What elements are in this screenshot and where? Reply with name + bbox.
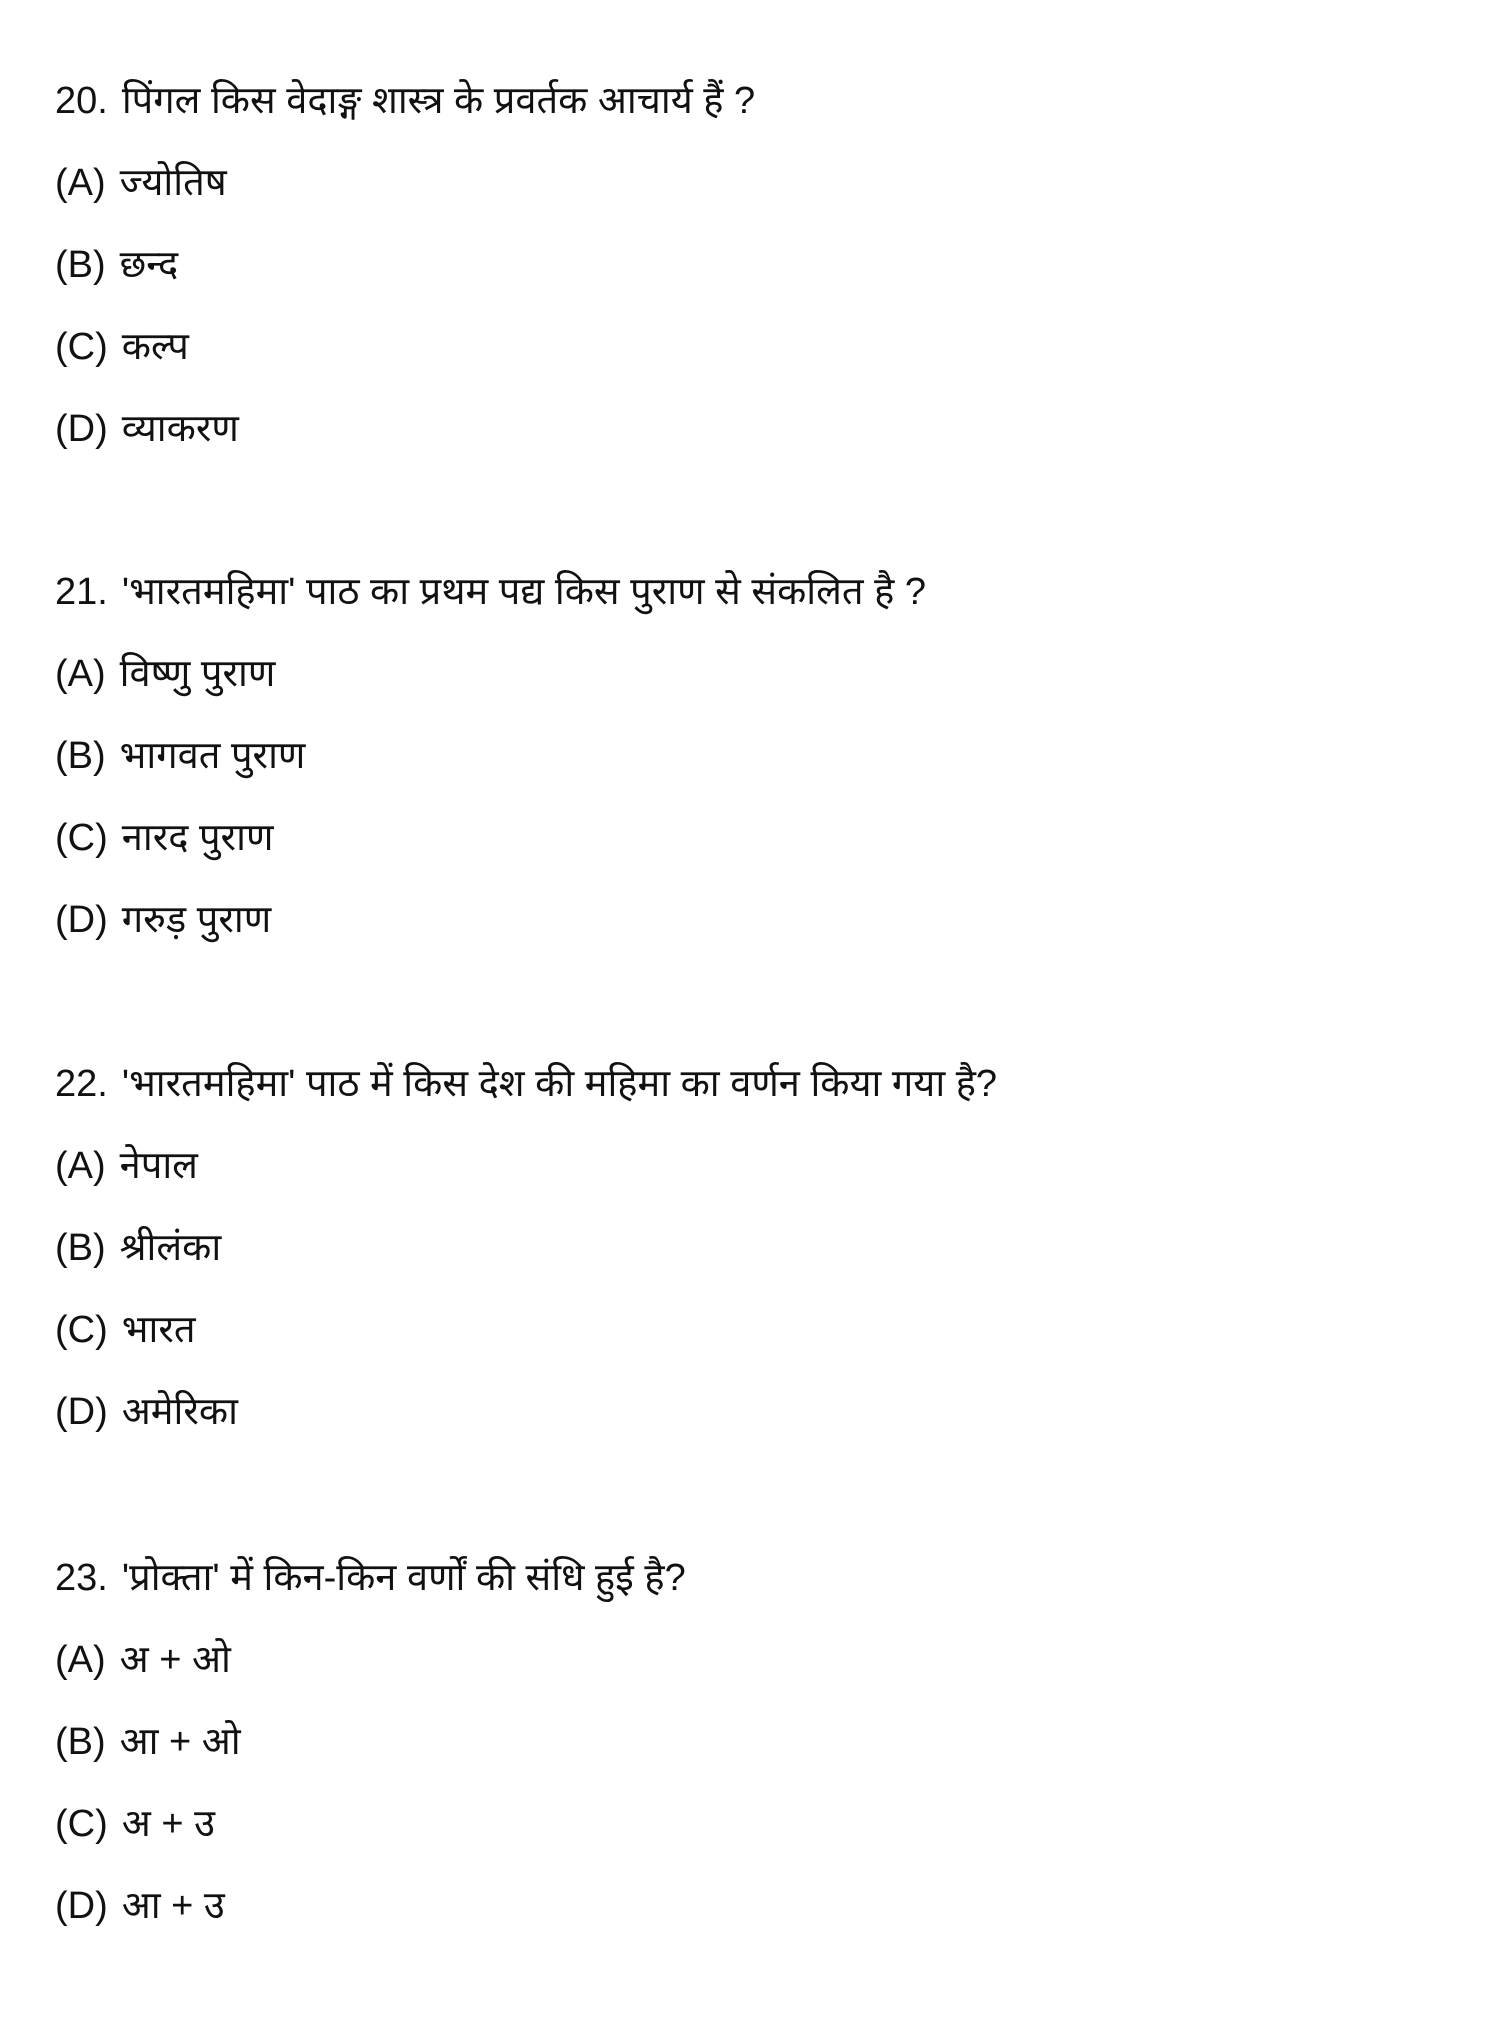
- option-text: अ + ओ: [119, 1639, 231, 1681]
- question-number: 21.: [55, 571, 108, 613]
- question-stem: 'भारतमहिमा' पाठ में किस देश की महिमा का वर्णन किया गया है?: [121, 1063, 998, 1105]
- option-label: (B): [55, 244, 106, 286]
- option-a: [55, 142, 755, 224]
- option-label: (D): [55, 408, 108, 450]
- question-stem: 'भारतमहिमा' पाठ का प्रथम पद्य किस पुराण से संकलित है ?: [121, 571, 926, 613]
- option-label: (D): [55, 1391, 108, 1433]
- option-label: (B): [55, 1721, 106, 1763]
- option-text: अ + उ: [121, 1803, 215, 1845]
- option-d: [55, 879, 926, 961]
- option-label: (B): [55, 735, 106, 777]
- option-c: [55, 306, 755, 388]
- option-b: [55, 1701, 686, 1783]
- question-number: 22.: [55, 1063, 108, 1105]
- option-text: व्याकरण: [121, 408, 239, 450]
- option-text: आ + ओ: [119, 1721, 241, 1763]
- option-c: [55, 797, 926, 879]
- option-text: छन्द: [119, 244, 179, 286]
- option-label: (A): [55, 653, 106, 695]
- option-a: [55, 1619, 686, 1701]
- question-23: [55, 1537, 686, 1947]
- option-a: [55, 633, 926, 715]
- question-stem: पिंगल किस वेदाङ्ग शास्त्र के प्रवर्तक आचार्य हैं ?: [121, 80, 756, 122]
- option-label: (A): [55, 1145, 106, 1187]
- option-label: (B): [55, 1227, 106, 1269]
- question-text: [55, 1537, 686, 1619]
- option-c: [55, 1783, 686, 1865]
- option-d: [55, 388, 755, 470]
- option-text: ज्योतिष: [119, 162, 227, 204]
- option-text: भागवत पुराण: [119, 735, 306, 777]
- question-20: [55, 60, 755, 470]
- option-d: [55, 1865, 686, 1947]
- option-b: [55, 1207, 997, 1289]
- option-text: श्रीलंका: [119, 1227, 222, 1269]
- option-text: कल्प: [121, 326, 189, 368]
- option-text: आ + उ: [121, 1885, 225, 1927]
- option-label: (C): [55, 1803, 108, 1845]
- question-22: [55, 1043, 997, 1453]
- question-number: 20.: [55, 80, 108, 122]
- option-a: [55, 1125, 997, 1207]
- option-text: विष्णु पुराण: [119, 653, 276, 695]
- option-label: (D): [55, 899, 108, 941]
- option-text: नारद पुराण: [121, 817, 274, 859]
- question-21: [55, 551, 926, 961]
- option-label: (D): [55, 1885, 108, 1927]
- option-text: गरुड़ पुराण: [121, 899, 272, 941]
- option-c: [55, 1289, 997, 1371]
- option-b: [55, 224, 755, 306]
- question-text: [55, 1043, 997, 1125]
- option-label: (C): [55, 326, 108, 368]
- question-text: [55, 551, 926, 633]
- question-text: [55, 60, 755, 142]
- option-label: (C): [55, 1309, 108, 1351]
- option-label: (C): [55, 817, 108, 859]
- question-stem: 'प्रोक्ता' में किन-किन वर्णों की संधि हुई है?: [121, 1557, 686, 1599]
- option-text: अमेरिका: [121, 1391, 238, 1433]
- option-d: [55, 1371, 997, 1453]
- option-label: (A): [55, 1639, 106, 1681]
- option-label: (A): [55, 162, 106, 204]
- option-text: नेपाल: [119, 1145, 198, 1187]
- question-number: 23.: [55, 1557, 108, 1599]
- option-text: भारत: [121, 1309, 196, 1351]
- option-b: [55, 715, 926, 797]
